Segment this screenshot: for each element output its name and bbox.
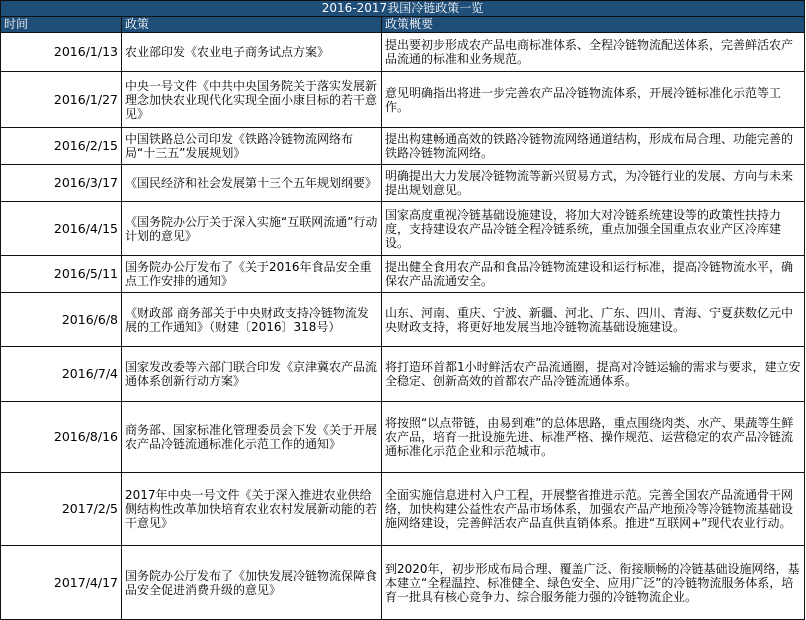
row-policy: 《国民经济和社会发展第十三个五年规划纲要》 xyxy=(122,165,382,202)
table-title-row xyxy=(1,1,805,17)
table-row xyxy=(1,293,805,347)
row-date: 2016/1/13 xyxy=(1,33,122,72)
row-summary: 意见明确指出将进一步完善农产品冷链物流体系，开展冷链标准化示范等工作。 xyxy=(382,72,805,128)
row-policy: 2017年中央一号文件《关于深入推进农业供给侧结构性改革加快培育农业农村发展新动能的若干意见》 xyxy=(122,473,382,546)
row-date: 2016/3/17 xyxy=(1,165,122,202)
row-policy: 中央一号文件《中共中央国务院关于落实发展新理念加快农业现代化实现全面小康目标的若干意见》 xyxy=(122,72,382,128)
table-row xyxy=(1,128,805,165)
row-date: 2016/1/27 xyxy=(1,72,122,128)
row-date: 2016/6/8 xyxy=(1,293,122,347)
row-policy: 农业部印发《农业电子商务试点方案》 xyxy=(122,33,382,72)
table-row xyxy=(1,72,805,128)
header-summary: 政策概要 xyxy=(382,17,805,33)
row-policy: 《国务院办公厅关于深入实施“互联网流通”行动计划的意见》 xyxy=(122,202,382,256)
row-date: 2016/2/15 xyxy=(1,128,122,165)
row-summary: 将打造环首都1小时鲜活农产品流通圈，提高对冷链运输的需求与要求，建立安全稳定、创新高效的首都农产品冷链流通体系。 xyxy=(382,347,805,402)
row-date: 2017/4/17 xyxy=(1,546,122,620)
row-summary: 明确提出大力发展冷链物流等新兴贸易方式，为冷链行业的发展、方向与未来提出规划意见。 xyxy=(382,165,805,202)
row-summary: 到2020年，初步形成布局合理、覆盖广泛、衔接顺畅的冷链基础设施网络，基本建立“全程温控、标准健全、绿色安全、应用广泛”的冷链物流服务体系，培育一批具有核心竞争力、综合服务能力强的冷链物流企业。 xyxy=(382,546,805,620)
table-header-row xyxy=(1,17,805,33)
header-date: 时间 xyxy=(1,17,122,33)
table-row xyxy=(1,402,805,473)
row-policy: 商务部、国家标准化管理委员会下发《关于开展农产品冷链流通标准化示范工作的通知》 xyxy=(122,402,382,473)
table-row xyxy=(1,256,805,293)
header-policy: 政策 xyxy=(122,17,382,33)
row-date: 2016/4/15 xyxy=(1,202,122,256)
row-summary: 国家高度重视冷链基础设施建设，将加大对冷链系统建设等的政策性扶持力度，支持建设农产品冷链全程冷链系统，重点加强全国重点农业产区冷库建设。 xyxy=(382,202,805,256)
table-row xyxy=(1,546,805,620)
table-row xyxy=(1,347,805,402)
row-date: 2016/8/16 xyxy=(1,402,122,473)
row-summary: 将按照“以点带链，由易到难”的总体思路，重点围绕肉类、水产、果蔬等生鲜农产品，培育一批设施先进、标准严格、操作规范、运营稳定的农产品冷链流通标准化示范企业和示范城市。 xyxy=(382,402,805,473)
row-summary: 山东、河南、重庆、宁波、新疆、河北、广东、四川、青海、宁夏获数亿元中央财政支持，将更好地发展当地冷链物流基础设施建设。 xyxy=(382,293,805,347)
row-date: 2016/5/11 xyxy=(1,256,122,293)
row-policy: 国家发改委等六部门联合印发《京津冀农产品流通体系创新行动方案》 xyxy=(122,347,382,402)
row-summary: 全面实施信息进村入户工程，开展整省推进示范。完善全国农产品流通骨干网络，加快构建公益性农产品市场体系，加强农产品产地预冷等冷链物流基础设施网络建设，完善鲜活农产品直供直销体系。推进“互联网+”现代农业行动。 xyxy=(382,473,805,546)
row-policy: 国务院办公厅发布了《加快发展冷链物流保障食品安全促进消费升级的意见》 xyxy=(122,546,382,620)
table-row xyxy=(1,33,805,72)
row-summary: 提出健全食用农产品和食品冷链物流建设和运行标准，提高冷链物流水平，确保农产品流通安全。 xyxy=(382,256,805,293)
row-policy: 《财政部 商务部关于中央财政支持冷链物流发展的工作通知》（财建〔2016〕318号） xyxy=(122,293,382,347)
row-date: 2016/7/4 xyxy=(1,347,122,402)
table-row xyxy=(1,165,805,202)
table-row xyxy=(1,473,805,546)
table-row xyxy=(1,202,805,256)
row-policy: 中国铁路总公司印发《铁路冷链物流网络布局“十三五”发展规划》 xyxy=(122,128,382,165)
table-title: 2016-2017我国冷链政策一览 xyxy=(1,1,805,17)
row-summary: 提出构建畅通高效的铁路冷链物流网络通道结构，形成布局合理、功能完善的铁路冷链物流网络。 xyxy=(382,128,805,165)
row-date: 2017/2/5 xyxy=(1,473,122,546)
row-summary: 提出要初步形成农产品电商标准体系、全程冷链物流配送体系，完善鲜活农产品流通的标准和业务规范。 xyxy=(382,33,805,72)
row-policy: 国务院办公厅发布了《关于2016年食品安全重点工作安排的通知》 xyxy=(122,256,382,293)
